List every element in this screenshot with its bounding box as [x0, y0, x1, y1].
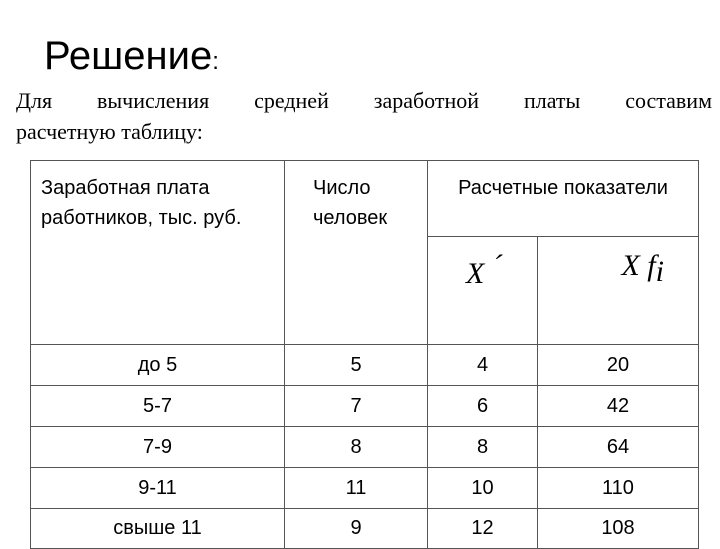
cell-count: 9	[285, 509, 428, 549]
cell-x: 12	[428, 509, 538, 549]
cell-salary: 7-9	[31, 427, 285, 468]
cell-count: 11	[285, 468, 428, 509]
table-row	[31, 468, 699, 509]
table-row	[31, 427, 699, 468]
header-salary: Заработная плата работников, тыс. руб.	[31, 161, 285, 345]
cell-xf: 110	[538, 468, 699, 509]
calculation-table	[30, 160, 699, 549]
cell-x: 4	[428, 345, 538, 386]
cell-x: 10	[428, 468, 538, 509]
cell-xf: 64	[538, 427, 699, 468]
header-xf	[538, 237, 699, 345]
cell-xf: 108	[538, 509, 699, 549]
intro-paragraph	[16, 85, 712, 147]
header-xf-subscript: i	[655, 255, 664, 288]
slide-title-colon: :	[212, 48, 219, 75]
header-calculated: Расчетные показатели	[428, 161, 699, 237]
table-header-row	[31, 161, 699, 237]
slide-title-text: Решение	[44, 34, 213, 78]
cell-xf: 42	[538, 386, 699, 427]
header-x-mark: ´	[492, 249, 503, 282]
cell-x: 6	[428, 386, 538, 427]
table-row	[31, 509, 699, 549]
slide-title	[44, 32, 219, 86]
intro-line-1: Для вычисления средней заработной платы составим	[16, 88, 712, 113]
header-x-symbol: X	[466, 257, 485, 290]
cell-salary: свыше 11	[31, 509, 285, 549]
cell-count: 5	[285, 345, 428, 386]
cell-salary: 9-11	[31, 468, 285, 509]
cell-salary: до 5	[31, 345, 285, 386]
header-count: Число человек	[285, 161, 428, 345]
cell-count: 7	[285, 386, 428, 427]
table-row	[31, 386, 699, 427]
cell-salary: 5-7	[31, 386, 285, 427]
cell-count: 8	[285, 427, 428, 468]
header-xf-symbol: X f	[621, 249, 656, 282]
header-x-prime	[428, 237, 538, 345]
cell-xf: 20	[538, 345, 699, 386]
cell-x: 8	[428, 427, 538, 468]
intro-line-2: расчетную таблицу:	[16, 119, 203, 144]
table-row	[31, 345, 699, 386]
